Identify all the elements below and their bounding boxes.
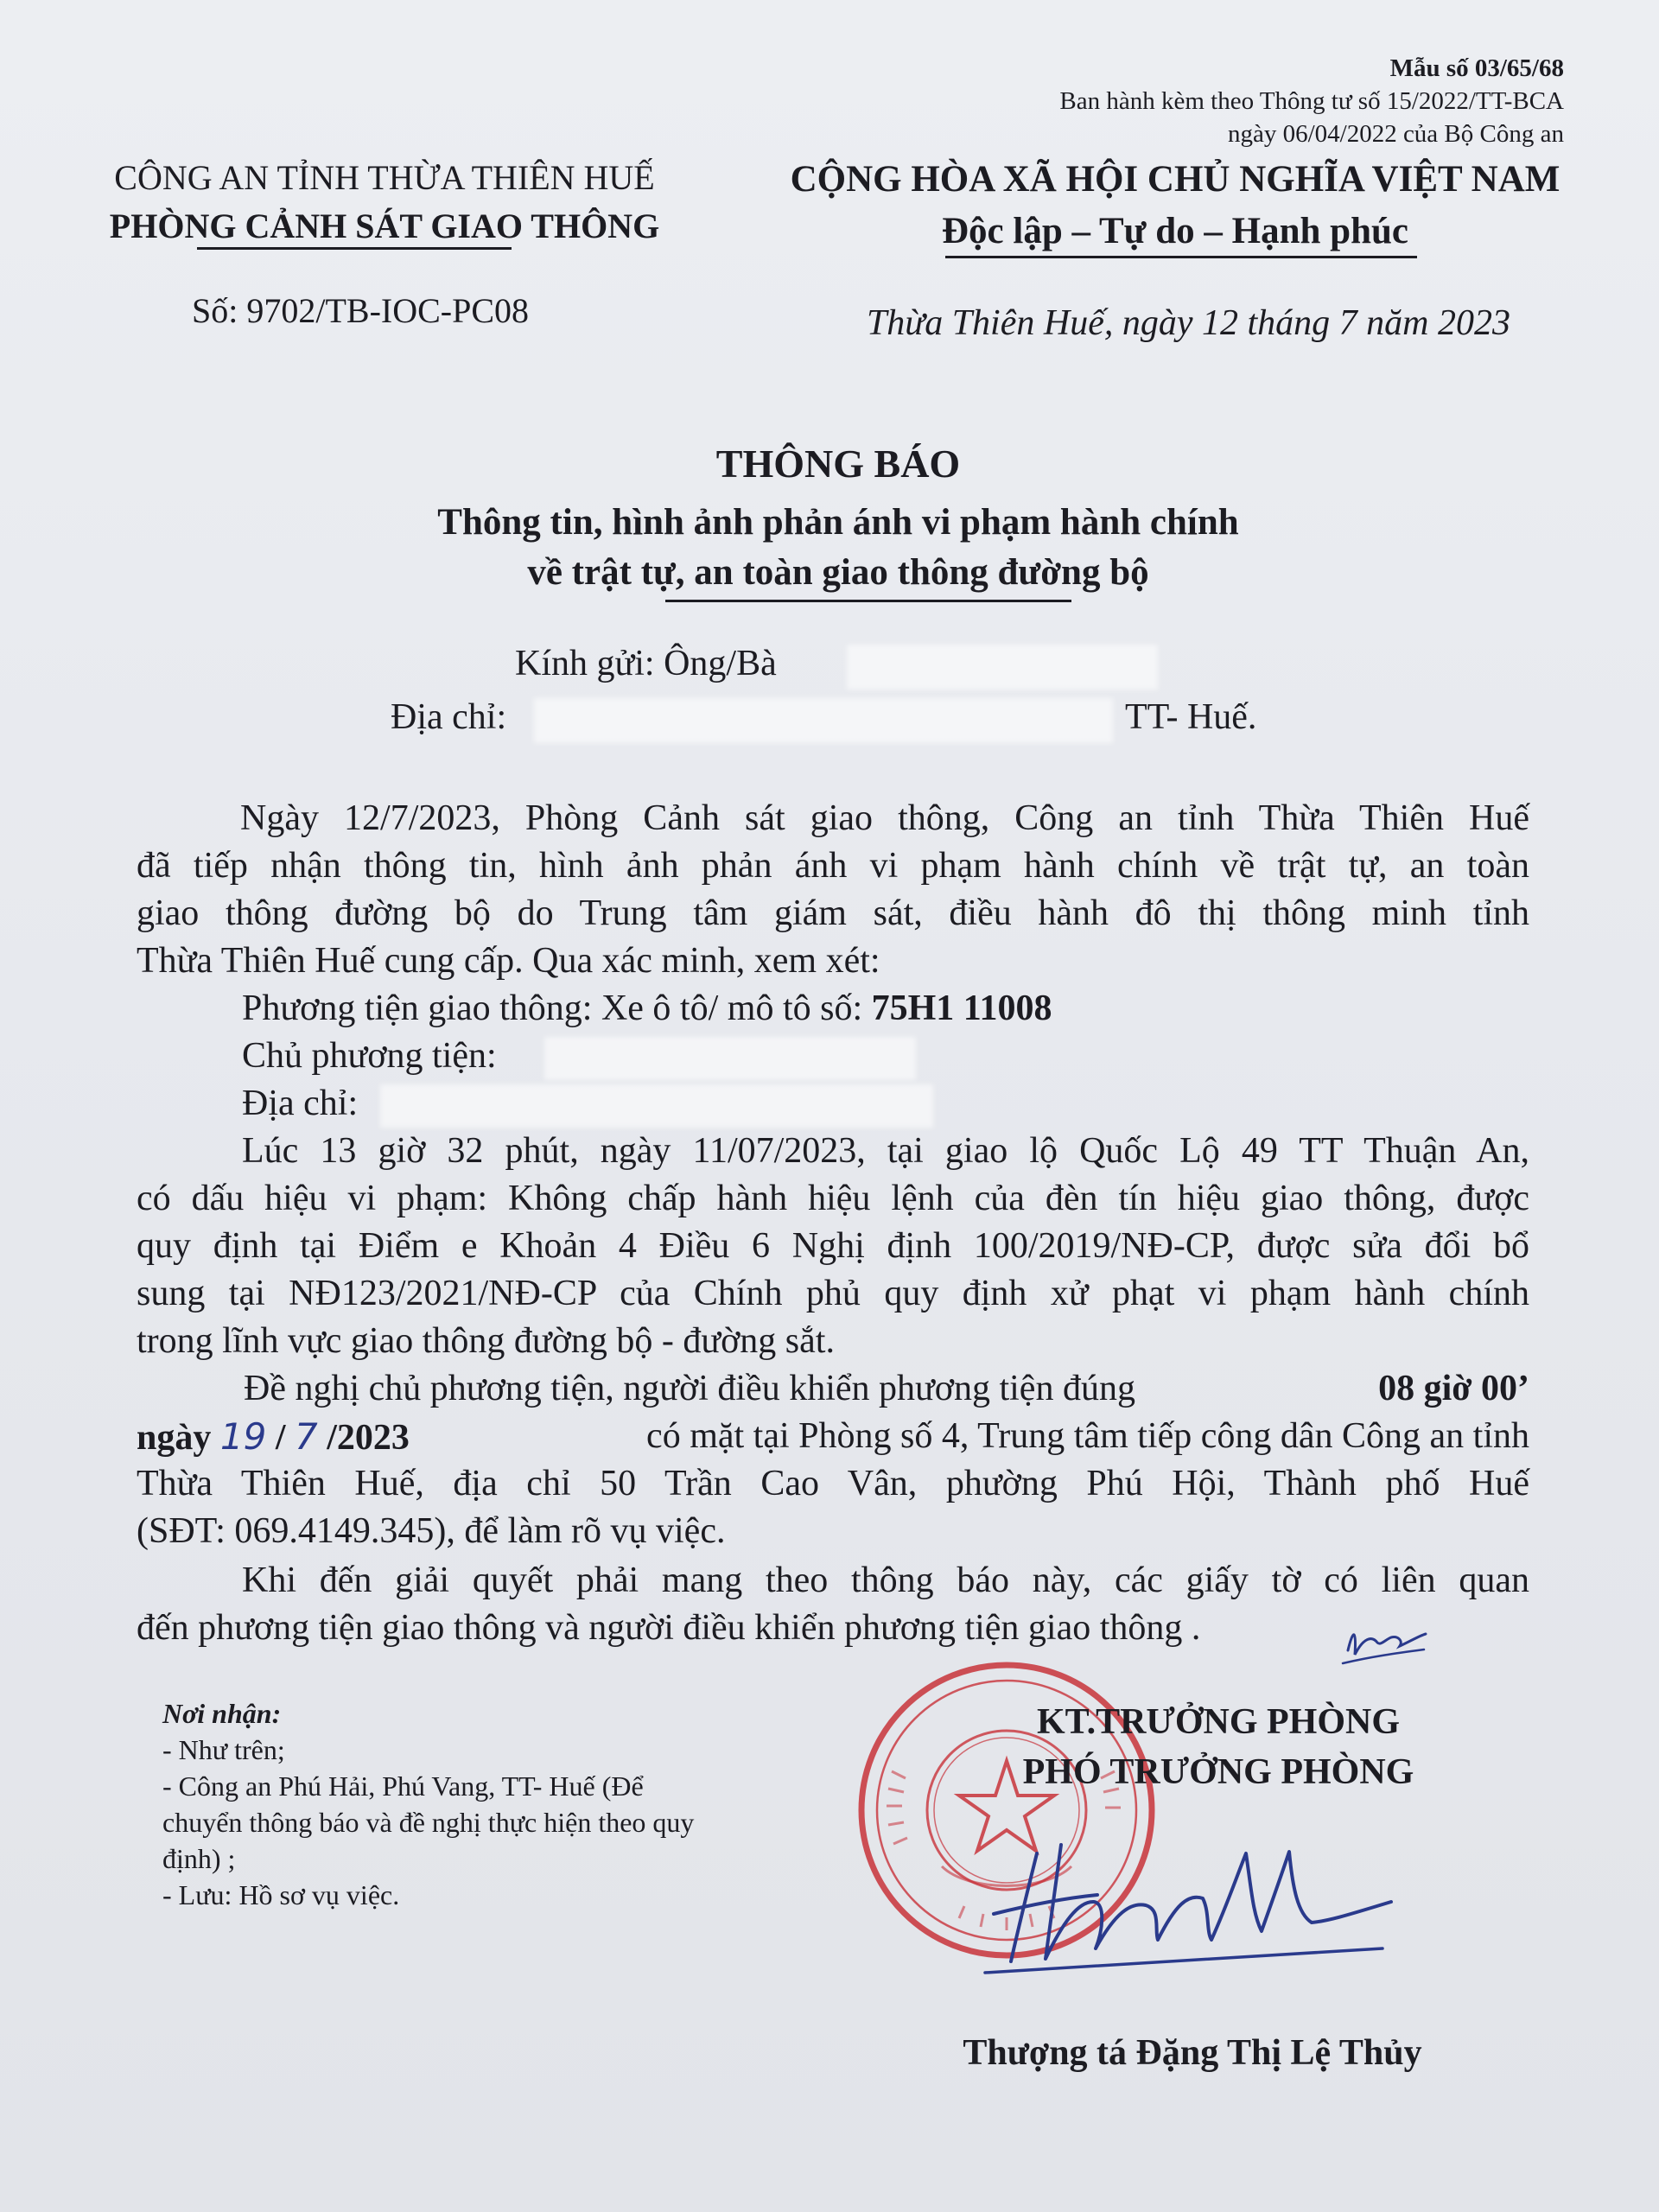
handwritten-day: 19 bbox=[219, 1415, 267, 1458]
motto-underline bbox=[945, 256, 1417, 258]
vehicle-line bbox=[242, 985, 1052, 1033]
agency-underline bbox=[197, 247, 512, 250]
paragraph-2-line-3: quy định tại Điểm e Khoản 4 Điều 6 Nghị định 100/2019/NĐ-CP, được sửa đổi bổ bbox=[137, 1226, 1529, 1266]
agency-parent: CÔNG AN TỈNH THỪA THIÊN HUẾ bbox=[114, 158, 655, 197]
subtitle-line-1: Thông tin, hình ảnh phản ánh vi phạm hành chính bbox=[437, 502, 1239, 543]
paragraph-1-line-3: giao thông đường bộ do Trung tâm giám sát, điều hành đô thị thông minh tỉnh bbox=[137, 893, 1529, 933]
addressee-address-suffix: TT- Huế. bbox=[1125, 697, 1257, 737]
vehicle-owner-label: Chủ phương tiện: bbox=[242, 1036, 497, 1076]
redacted-addressee-name bbox=[847, 645, 1158, 690]
place-date: Thừa Thiên Huế, ngày 12 tháng 7 năm 2023 bbox=[866, 303, 1510, 343]
recipients-block bbox=[162, 1695, 694, 1913]
redacted-addressee-address bbox=[534, 698, 1113, 743]
recipients-label: Nơi nhận: bbox=[162, 1698, 282, 1729]
day-label: ngày bbox=[137, 1418, 212, 1458]
handwritten-signature bbox=[976, 1819, 1400, 1974]
paragraph-3-line-1 bbox=[244, 1365, 1529, 1413]
paragraph-2-line-4: sung tại NĐ123/2021/NĐ-CP của Chính phủ quy định xử phạt vi phạm hành chính bbox=[137, 1274, 1529, 1313]
addressee-address-label: Địa chỉ: bbox=[391, 697, 507, 737]
vehicle-address-label: Địa chỉ: bbox=[242, 1084, 359, 1123]
document-subtitle bbox=[0, 498, 1659, 598]
form-code-block bbox=[1059, 52, 1564, 150]
form-issued-date: ngày 06/04/2022 của Bộ Công an bbox=[1227, 120, 1564, 148]
subtitle-line-2: về trật tự, an toàn giao thông đường bộ bbox=[527, 552, 1149, 593]
signature-title bbox=[916, 1697, 1521, 1797]
recipient-item: - Lưu: Hồ sơ vụ việc. bbox=[162, 1879, 400, 1910]
nation-name: CỘNG HÒA XÃ HỘI CHỦ NGHĨA VIỆT NAM bbox=[790, 159, 1560, 200]
paragraph-1-line-4: Thừa Thiên Huế cung cấp. Qua xác minh, xem xét: bbox=[137, 941, 880, 981]
vehicle-plate: 75H1 11008 bbox=[871, 988, 1052, 1028]
para3-line2-rest: có mặt tại Phòng số 4, Trung tâm tiếp công dân Công an tỉnh bbox=[646, 1416, 1529, 1456]
form-issued-with: Ban hành kèm theo Thông tư số 15/2022/TT-BCA bbox=[1059, 87, 1564, 115]
paragraph-4-line-2: đến phương tiện giao thông và người điều khiển phương tiện giao thông . bbox=[137, 1608, 1201, 1648]
date-year: /2023 bbox=[327, 1418, 410, 1458]
recipient-item: định) ; bbox=[162, 1843, 236, 1874]
agency-department: PHÒNG CẢNH SÁT GIAO THÔNG bbox=[109, 207, 660, 245]
paragraph-1-line-2: đã tiếp nhận thông tin, hình ảnh phản ánh vi phạm hành chính về trật tự, an toàn bbox=[137, 846, 1529, 886]
recipient-item: chuyển thông báo và đề nghị thực hiện theo quy bbox=[162, 1807, 695, 1838]
subtitle-underline bbox=[665, 600, 1071, 602]
signature-title-line-2: PHÓ TRƯỞNG PHÒNG bbox=[1022, 1752, 1414, 1792]
vehicle-label: Phương tiện giao thông: Xe ô tô/ mô tô số: bbox=[242, 988, 863, 1028]
addressee-label: Kính gửi: Ông/Bà bbox=[515, 644, 777, 683]
handwritten-month: 7 bbox=[294, 1415, 318, 1458]
para3-line1-text: Đề nghị chủ phương tiện, người điều khiển phương tiện đúng bbox=[244, 1369, 1135, 1408]
paragraph-1-line-1: Ngày 12/7/2023, Phòng Cảnh sát giao thông, Công an tỉnh Thừa Thiên Huế bbox=[240, 798, 1529, 838]
recipient-item: - Như trên; bbox=[162, 1734, 285, 1765]
paragraph-3-line-3: Thừa Thiên Huế, địa chỉ 50 Trần Cao Vân, phường Phú Hội, Thành phố Huế bbox=[137, 1464, 1529, 1503]
handwritten-initial-mark bbox=[1338, 1611, 1428, 1672]
appointment-time: 08 giờ 00’ bbox=[1378, 1369, 1529, 1408]
appointment-date bbox=[137, 1413, 410, 1462]
document-title: THÔNG BÁO bbox=[715, 442, 961, 486]
date-slash: / bbox=[275, 1418, 286, 1458]
signer-name: Thượng tá Đặng Thị Lệ Thủy bbox=[963, 2033, 1422, 2073]
signature-title-line-1: KT.TRƯỞNG PHÒNG bbox=[1037, 1702, 1400, 1742]
recipient-item: - Công an Phú Hải, Phú Vang, TT- Huế (Để bbox=[162, 1770, 644, 1802]
redacted-owner-name bbox=[544, 1037, 916, 1080]
paragraph-4-line-1: Khi đến giải quyết phải mang theo thông báo này, các giấy tờ có liên quan bbox=[242, 1560, 1529, 1600]
form-code: Mẫu số 03/65/68 bbox=[1389, 54, 1564, 82]
paragraph-3-line-4: (SĐT: 069.4149.345), để làm rõ vụ việc. bbox=[137, 1511, 726, 1551]
nation-motto: Độc lập – Tự do – Hạnh phúc bbox=[942, 211, 1408, 251]
document-number: Số: 9702/TB-IOC-PC08 bbox=[192, 291, 530, 330]
paragraph-3-line-2 bbox=[137, 1413, 1529, 1462]
paragraph-2-line-2: có dấu hiệu vi phạm: Không chấp hành hiệu lệnh của đèn tín hiệu giao thông, được bbox=[137, 1179, 1529, 1218]
paragraph-2-line-5: trong lĩnh vực giao thông đường bộ - đường sắt. bbox=[137, 1321, 835, 1361]
agency-header bbox=[52, 154, 717, 251]
redacted-owner-address bbox=[380, 1084, 933, 1128]
national-header bbox=[743, 154, 1607, 257]
paragraph-2-line-1: Lúc 13 giờ 32 phút, ngày 11/07/2023, tại giao lộ Quốc Lộ 49 TT Thuận An, bbox=[242, 1131, 1529, 1171]
